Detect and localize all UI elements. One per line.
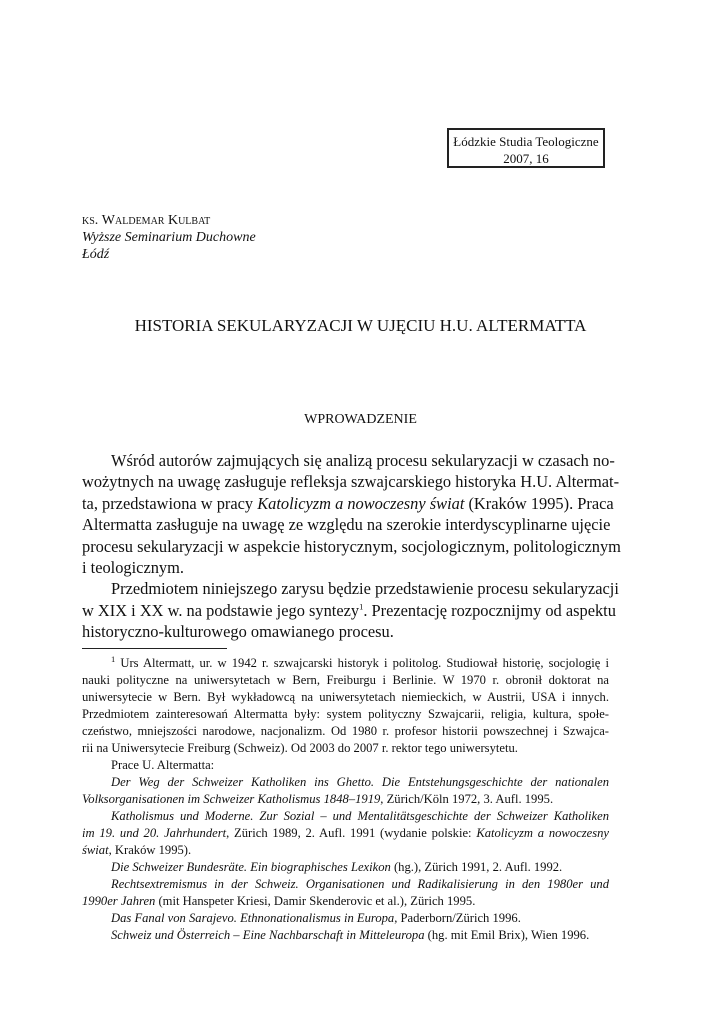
footnotes	[82, 655, 609, 944]
footnote-line: nauki polityczne na uniwersytetach w Bern, Freiburgu i Berlinie. W 1970 r. obronił doktorat na	[82, 673, 609, 687]
author-city: Łódź	[82, 247, 110, 262]
footnote-marker: 1	[111, 653, 116, 664]
work-entry: im 19. und 20. Jahrhundert, Zürich 1989, 2. Aufl. 1991 (wydanie polskie: Katolicyzm a nowoczesny	[82, 826, 609, 840]
journal-issue: 2007, 16	[503, 151, 549, 166]
footnote-line: Przedmiotem zainteresowań Altermatta były: system polityczny Szwajcarii, religia, kultura, społe-	[82, 707, 609, 721]
body-line: procesu sekularyzacji w aspekcie historycznym, socjologicznym, politologicznym	[82, 536, 621, 556]
footnote-separator	[82, 648, 227, 649]
body-line: i teologicznym.	[82, 557, 184, 577]
author-institution: Wyższe Seminarium Duchowne	[82, 230, 256, 245]
author-block	[82, 212, 256, 263]
work-entry: Rechtsextremismus in der Schweiz. Organisationen und Radikalisierung in den 1980er und	[111, 877, 609, 891]
journal-name: Łódzkie Studia Teologiczne	[453, 134, 599, 149]
work-entry: świat, Kraków 1995).	[82, 843, 192, 857]
author-prefix: ks.	[82, 213, 99, 228]
works-heading: Prace U. Altermatta:	[111, 758, 215, 772]
body-line: Altermatta zasługuje na uwagę ze względu na szerokie interdyscyplinarne ujęcie	[82, 515, 611, 535]
work-entry: 1990er Jahren (mit Hanspeter Kriesi, Damir Skenderovic et al.), Zürich 1995.	[82, 894, 476, 908]
footnote-line: uniwersytecie w Bern. Był wykładowcą na uniwersytetach niemieckich, w Austrii, USA i innych.	[82, 690, 609, 704]
work-entry: Katholismus und Moderne. Zur Sozial – und Mentalitätsgeschichte der Schweizer Katholiken	[111, 809, 609, 823]
article-body	[82, 450, 621, 643]
article-title: HISTORIA SEKULARYZACJI W UJĘCIU H.U. ALTERMATTA	[134, 316, 587, 335]
footnote-reference: 1	[359, 601, 364, 612]
section-heading: WPROWADZENIE	[304, 412, 417, 427]
work-entry: Schweiz und Österreich – Eine Nachbarschaft in Mitteleuropa (hg. mit Emil Brix), Wien 1996.	[111, 928, 590, 942]
body-line: Wśród autorów zajmujących się analizą procesu sekularyzacji w czasach no-	[111, 451, 615, 470]
work-entry: Die Schweizer Bundesräte. Ein biographisches Lexikon (hg.), Zürich 1991, 2. Aufl. 1992.	[111, 860, 563, 874]
work-entry: Das Fanal von Sarajevo. Ethnonationalismus in Europa, Paderborn/Zürich 1996.	[111, 911, 521, 925]
footnote-line: czeństwo, mniejszości narodowe, nacjonalizm. Od 1980 r. profesor historii powszechnej i Szwajca-	[82, 724, 609, 738]
footnote-line: $^1$ Urs Altermatt, ur. w 1942 r. szwajcarski historyk i politolog. Studiował historię, socjologię i	[111, 653, 609, 670]
body-line: wożytnych na uwagę zasługuje refleksja szwajcarskiego historyka H.U. Altermat-	[82, 472, 620, 492]
book-title: Katolicyzm a nowoczesny świat	[257, 493, 465, 513]
author-line	[82, 212, 256, 229]
author-name: Waldemar Kulbat	[101, 213, 211, 228]
journal-info-box	[447, 128, 605, 168]
body-line: ta, przedstawiona w pracy Katolicyzm a nowoczesny świat (Kraków 1995). Praca	[82, 493, 614, 513]
body-line: w XIX i XX w. na podstawie jego syntezy$^1$. Prezentację rozpocznijmy od aspektu	[82, 600, 616, 620]
body-line: Przedmiotem niniejszego zarysu będzie przedstawienie procesu sekularyzacji	[111, 579, 619, 599]
work-entry: Volksorganisationen im Schweizer Katholismus 1848–1919, Zürich/Köln 1972, 3. Aufl. 1995.	[82, 792, 554, 806]
footnote-line: rii na Uniwersytecie Freiburg (Schweiz). Od 2003 do 2007 r. rektor tego uniwersytetu.	[82, 741, 518, 755]
body-line: historyczno-kulturowego omawianego procesu.	[82, 622, 394, 642]
work-entry: Der Weg der Schweizer Katholiken ins Ghetto. Die Entstehungsgeschichte der nationalen	[111, 775, 609, 789]
